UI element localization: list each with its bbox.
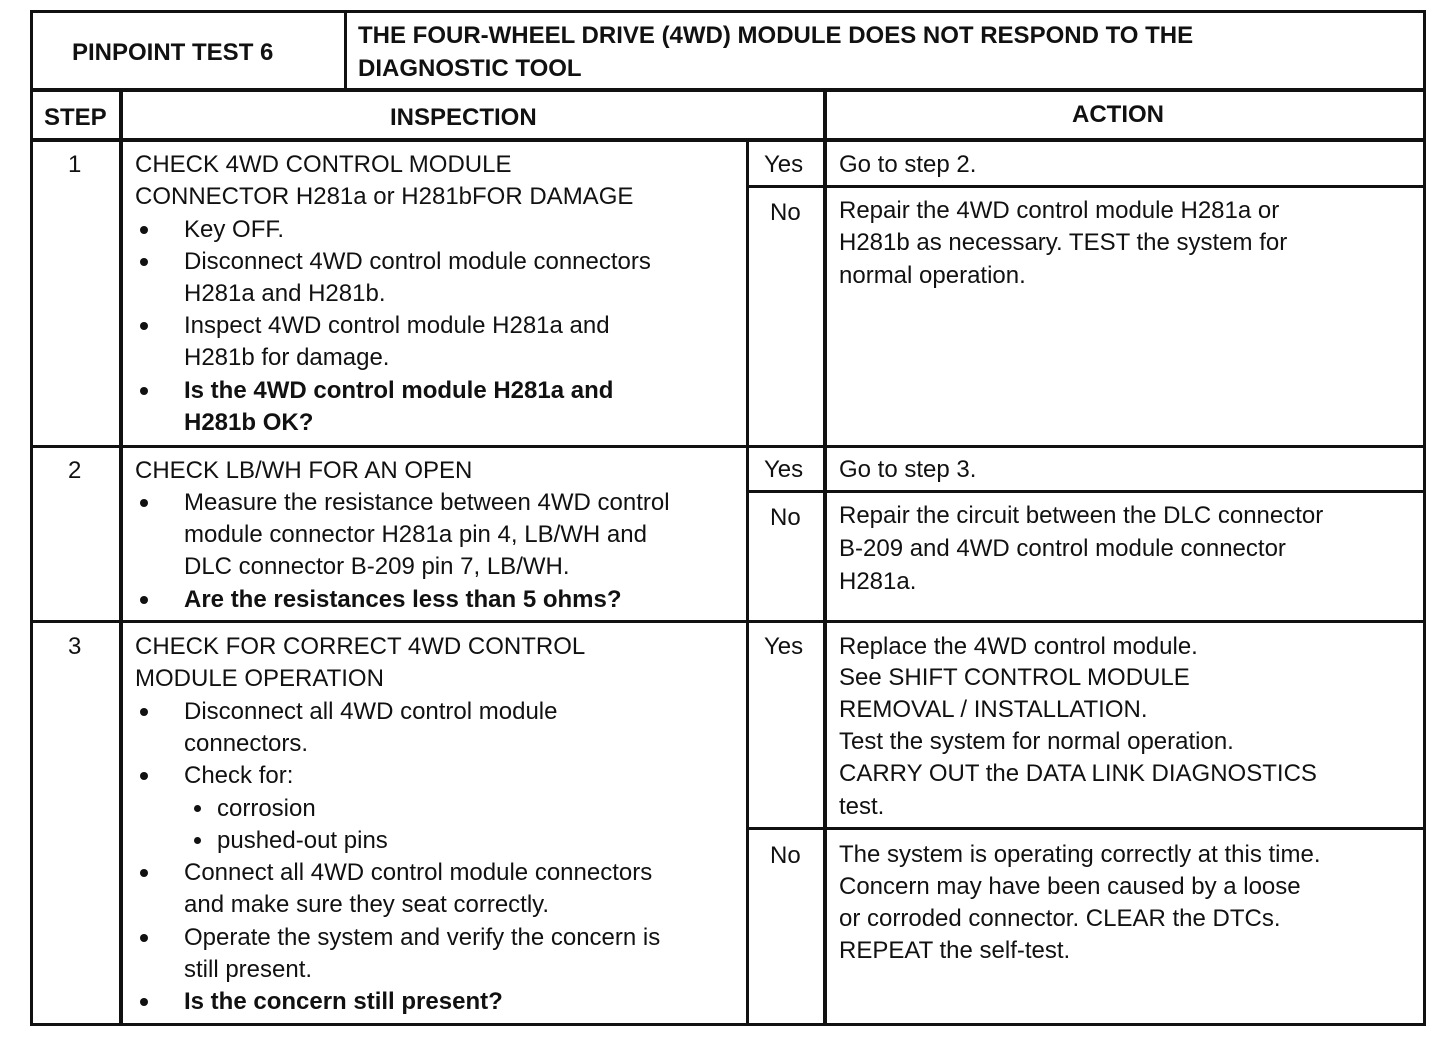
inspection-bullet-continued: still present. (184, 956, 313, 983)
bullet-icon (140, 387, 148, 395)
test-title-line1: THE FOUR-WHEEL DRIVE (4WD) MODULE DOES NOT RESPOND TO THE (358, 22, 1194, 49)
no-action-line: H281b as necessary. TEST the system for (839, 229, 1288, 256)
title-column-divider (344, 10, 347, 90)
yes-action-line: REMOVAL / INSTALLATION. (839, 696, 1148, 723)
step2-divider (30, 620, 1426, 623)
yes-no-column-divider (746, 140, 749, 1026)
header-divider (30, 138, 1426, 142)
no-label: No (770, 504, 801, 531)
yes-action-line: Replace the 4WD control module. (839, 633, 1198, 660)
step1-divider (30, 445, 1426, 448)
step-number: 3 (68, 633, 82, 660)
step-heading-line: CHECK FOR CORRECT 4WD CONTROL (135, 633, 586, 660)
bullet-icon (140, 998, 148, 1006)
no-action-line: REPEAT the self-test. (839, 937, 1071, 964)
no-action-line: normal operation. (839, 262, 1026, 289)
step2-yes-no-divider (748, 490, 1426, 493)
inspection-bullet: Key OFF. (184, 216, 285, 243)
action-column-divider (823, 90, 827, 1026)
yes-action-line: test. (839, 793, 885, 820)
inspection-question: Is the concern still present? (184, 988, 503, 1015)
step1-yes-no-divider (748, 185, 1426, 188)
no-action-line: Repair the 4WD control module H281a or (839, 197, 1280, 224)
inspection-question: Are the resistances less than 5 ohms? (184, 586, 622, 613)
inspection-bullet-continued: DLC connector B-209 pin 7, LB/WH. (184, 553, 570, 580)
header-action: ACTION (1072, 101, 1164, 128)
no-label: No (770, 199, 801, 226)
step-heading-line: CHECK 4WD CONTROL MODULE (135, 151, 512, 178)
inspection-bullet: Check for: (184, 762, 294, 789)
inspection-bullet-continued: connectors. (184, 730, 309, 757)
inspection-bullet: Inspect 4WD control module H281a and (184, 312, 610, 339)
yes-action-line: Test the system for normal operation. (839, 728, 1234, 755)
bullet-icon (140, 499, 148, 507)
no-label: No (770, 842, 801, 869)
step-column-divider (119, 90, 123, 1026)
step-heading-line: CHECK LB/WH FOR AN OPEN (135, 457, 473, 484)
no-action-line: Concern may have been caused by a loose (839, 873, 1301, 900)
yes-action-line: Go to step 3. (839, 456, 977, 483)
inspection-question: Is the 4WD control module H281a and (184, 377, 614, 404)
inspection-sub-bullet: pushed-out pins (217, 827, 388, 854)
no-action-line: B-209 and 4WD control module connector (839, 535, 1286, 562)
header-inspection: INSPECTION (390, 104, 537, 131)
yes-action-line: Go to step 2. (839, 151, 977, 178)
step-heading-line: MODULE OPERATION (135, 665, 384, 692)
no-action-line: Repair the circuit between the DLC connector (839, 502, 1324, 529)
inspection-bullet-continued: and make sure they seat correctly. (184, 891, 550, 918)
inspection-bullet-continued: H281b for damage. (184, 344, 390, 371)
step3-yes-no-divider (748, 827, 1426, 830)
bullet-icon (140, 934, 148, 942)
bullet-icon (140, 226, 148, 234)
inspection-bullet: Connect all 4WD control module connectors (184, 859, 653, 886)
bullet-icon (140, 258, 148, 266)
no-action-line: The system is operating correctly at this time. (839, 841, 1321, 868)
bullet-icon (140, 322, 148, 330)
title-divider (30, 88, 1426, 92)
yes-action-line: CARRY OUT the DATA LINK DIAGNOSTICS (839, 760, 1317, 787)
no-action-line: H281a. (839, 568, 917, 595)
inspection-bullet: Measure the resistance between 4WD control (184, 489, 670, 516)
inspection-sub-bullet: corrosion (217, 795, 316, 822)
bullet-icon (140, 596, 148, 604)
inspection-bullet-continued: H281a and H281b. (184, 280, 386, 307)
bullet-icon (140, 708, 148, 716)
step-heading-line: CONNECTOR H281a or H281bFOR DAMAGE (135, 183, 634, 210)
yes-label: Yes (764, 456, 804, 483)
no-action-line: or corroded connector. CLEAR the DTCs. (839, 905, 1281, 932)
step-number: 1 (68, 151, 82, 178)
inspection-bullet: Disconnect all 4WD control module (184, 698, 558, 725)
test-label: PINPOINT TEST 6 (72, 39, 274, 66)
bullet-icon (140, 869, 148, 877)
yes-action-line: See SHIFT CONTROL MODULE (839, 664, 1190, 691)
yes-label: Yes (764, 151, 804, 178)
sub-bullet-icon (194, 837, 201, 844)
sub-bullet-icon (194, 805, 201, 812)
inspection-bullet-continued: module connector H281a pin 4, LB/WH and (184, 521, 647, 548)
step-number: 2 (68, 457, 82, 484)
bullet-icon (140, 772, 148, 780)
inspection-bullet: Operate the system and verify the concern is (184, 924, 661, 951)
test-title-line2: DIAGNOSTIC TOOL (358, 55, 582, 82)
yes-label: Yes (764, 633, 804, 660)
inspection-question-continued: H281b OK? (184, 409, 314, 436)
inspection-bullet: Disconnect 4WD control module connectors (184, 248, 651, 275)
header-step: STEP (44, 104, 107, 131)
